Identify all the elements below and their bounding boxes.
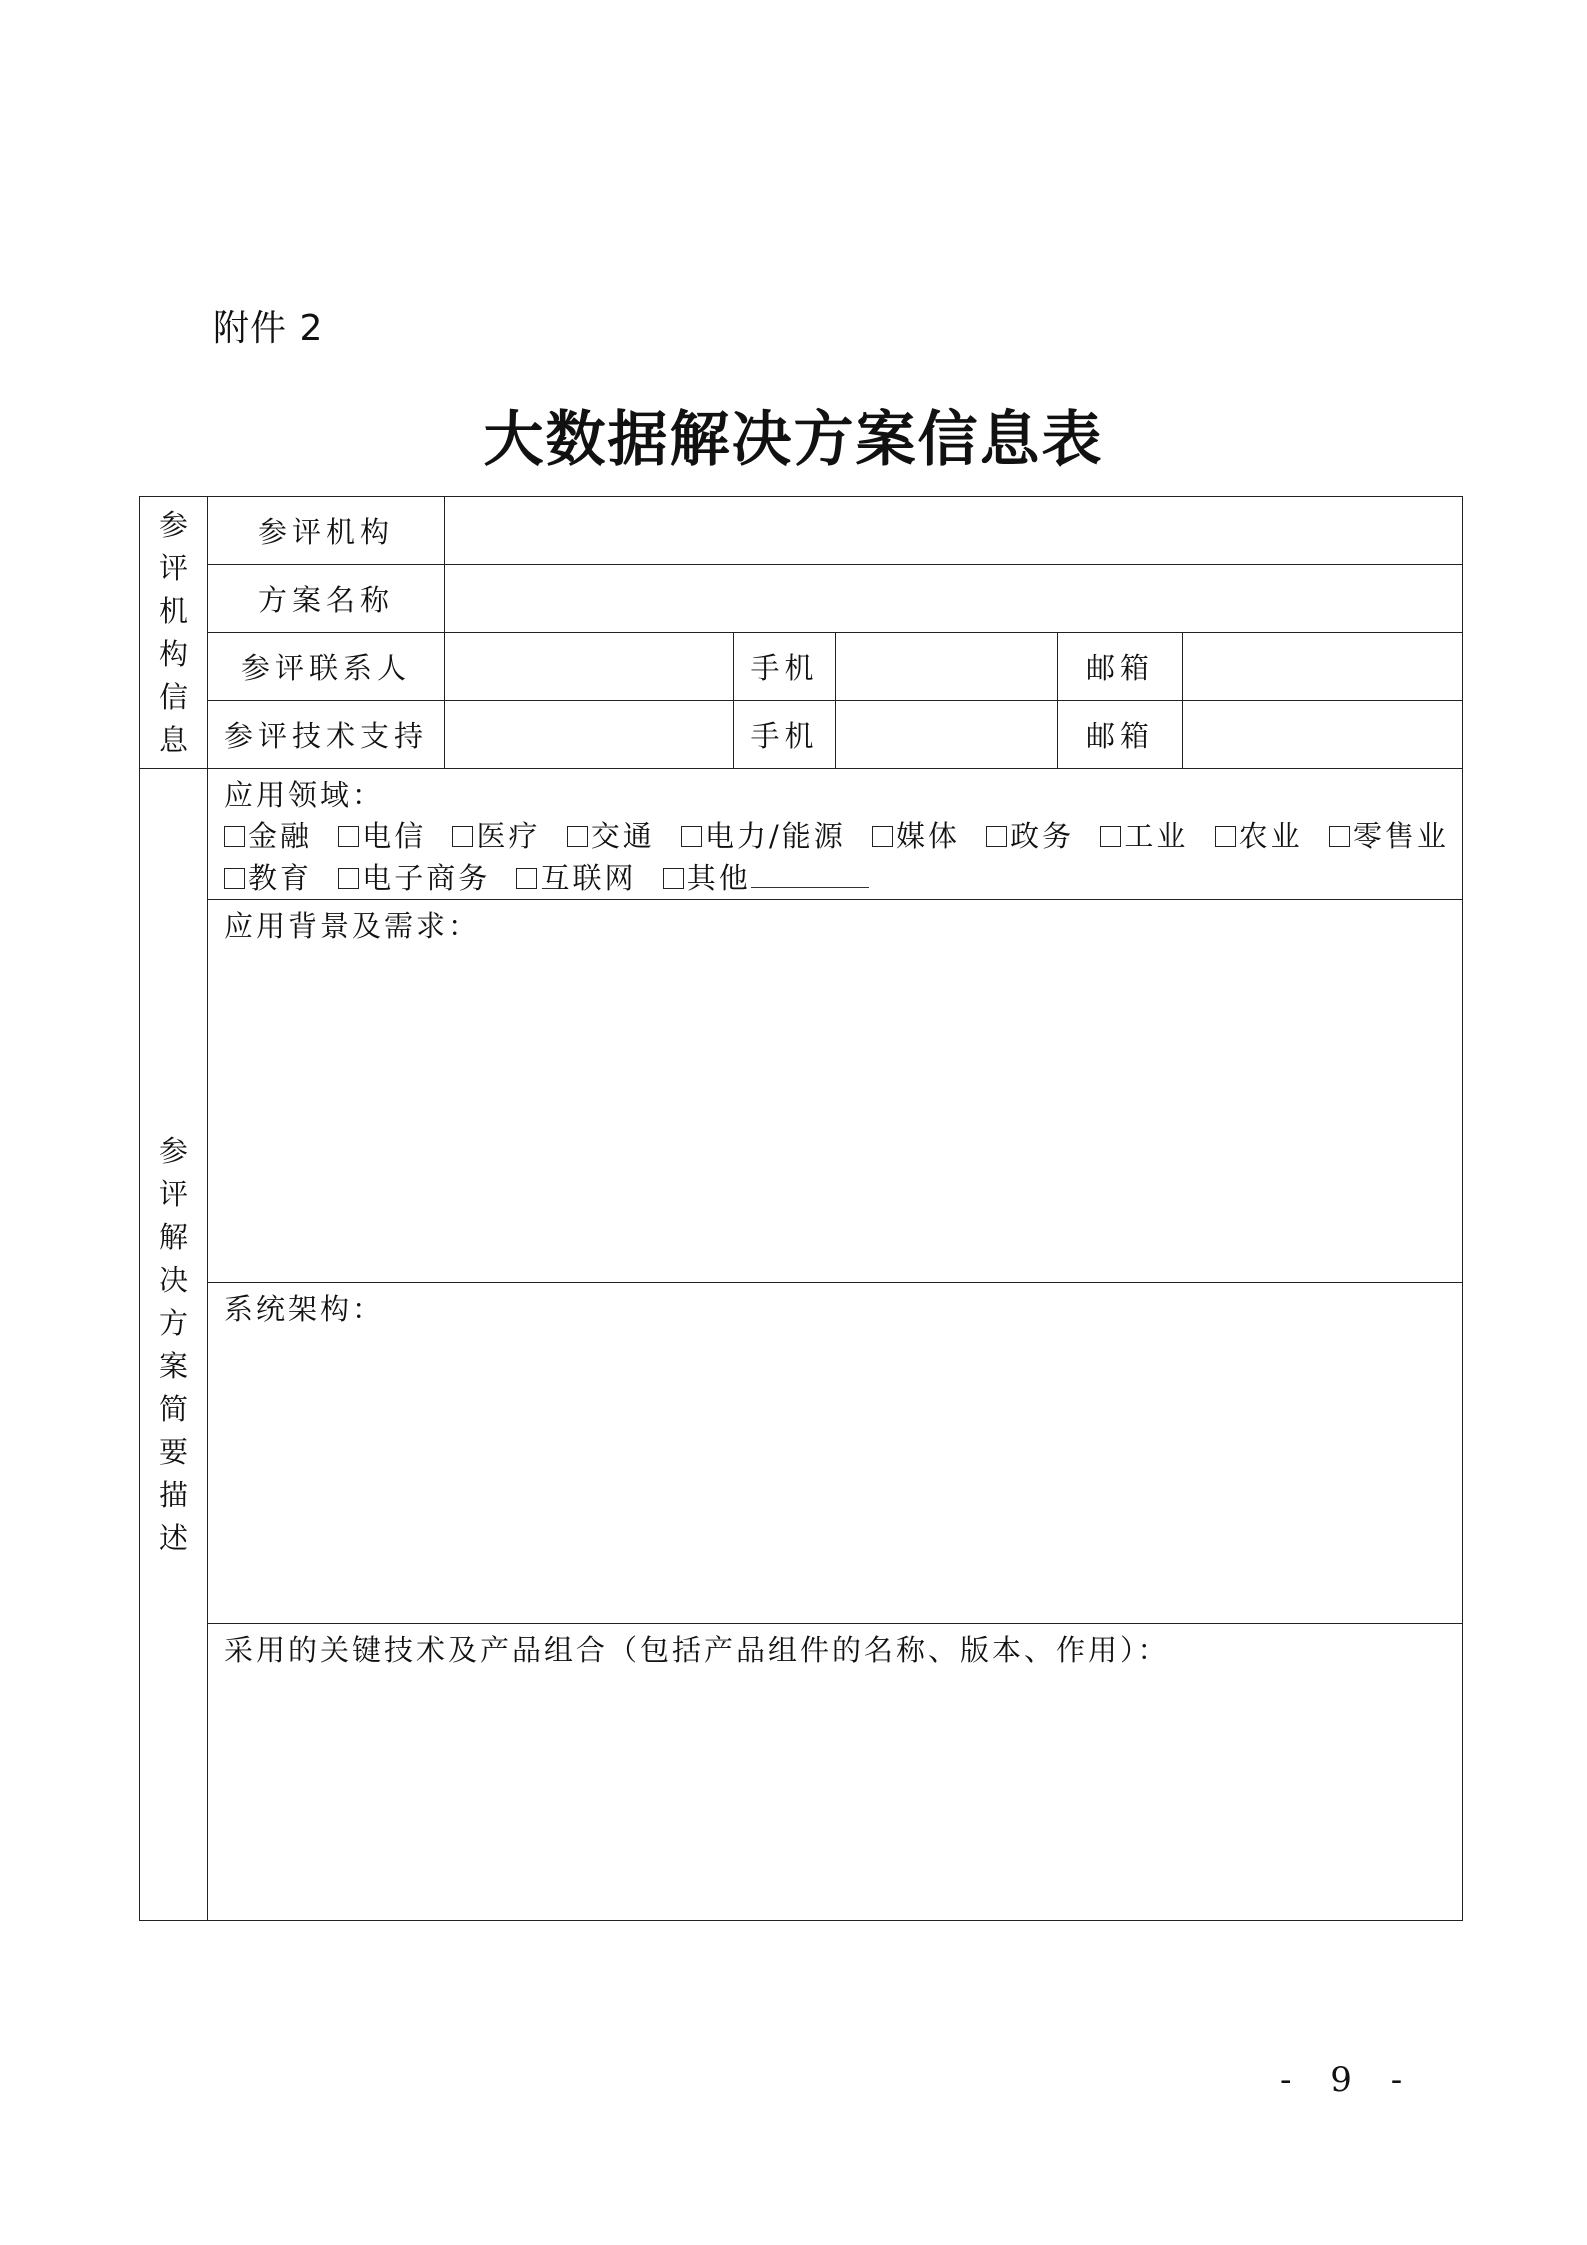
contact-email-input[interactable]	[1183, 633, 1463, 701]
domain-option-telecom[interactable]: 电信	[338, 819, 426, 853]
tech-support-email-label: 邮箱	[1058, 701, 1183, 769]
contact-phone-input[interactable]	[836, 633, 1058, 701]
background-needs-cell[interactable]	[208, 900, 1463, 1283]
checkbox-icon	[338, 826, 359, 847]
contact-email-label: 邮箱	[1058, 633, 1183, 701]
tech-support-email-input[interactable]	[1183, 701, 1463, 769]
domain-option-transport[interactable]: 交通	[567, 819, 655, 853]
form-title: 大数据解决方案信息表	[483, 405, 1104, 475]
domain-option-ecommerce[interactable]: 电子商务	[338, 861, 490, 895]
background-needs-label: 应用背景及需求：	[224, 909, 481, 943]
domain-option-agriculture[interactable]: 农业	[1215, 819, 1303, 853]
domain-option-finance[interactable]: 金融	[224, 819, 312, 853]
checkbox-icon	[681, 826, 702, 847]
checkbox-icon	[516, 868, 537, 889]
checkbox-icon	[224, 826, 245, 847]
domain-option-media[interactable]: 媒体	[872, 819, 960, 853]
org-input[interactable]	[445, 497, 1463, 565]
org-info-side-label: 参 评 机 构 信 息	[140, 497, 208, 769]
org-label: 参评机构	[208, 497, 445, 565]
contact-phone-label: 手机	[734, 633, 836, 701]
system-architecture-label: 系统架构：	[224, 1292, 385, 1326]
tech-support-label: 参评技术支持	[208, 701, 445, 769]
checkbox-icon	[663, 868, 684, 889]
solution-name-label: 方案名称	[208, 565, 445, 633]
domain-option-medical[interactable]: 医疗	[452, 819, 540, 853]
info-form-table	[139, 496, 1463, 1921]
domain-options-row-2	[224, 857, 1462, 899]
solution-desc-side-label: 参 评 解 决 方 案 简 要 描 述	[140, 769, 208, 1921]
contact-input[interactable]	[445, 633, 734, 701]
domain-option-government[interactable]: 政务	[986, 819, 1074, 853]
checkbox-icon	[986, 826, 1007, 847]
domain-option-internet[interactable]: 互联网	[516, 861, 636, 895]
domain-option-retail[interactable]: 零售业	[1329, 819, 1449, 853]
checkbox-icon	[452, 826, 473, 847]
checkbox-icon	[872, 826, 893, 847]
checkbox-icon	[1215, 826, 1236, 847]
solution-name-input[interactable]	[445, 565, 1463, 633]
tech-support-phone-label: 手机	[734, 701, 836, 769]
domain-options-row-1	[224, 815, 1462, 857]
domain-option-energy[interactable]: 电力/能源	[681, 819, 846, 853]
application-domain-cell	[208, 769, 1463, 900]
checkbox-icon	[1329, 826, 1350, 847]
tech-support-phone-input[interactable]	[836, 701, 1058, 769]
application-domain-label: 应用领域：	[224, 778, 385, 812]
domain-option-industry[interactable]: 工业	[1100, 819, 1188, 853]
key-tech-cell[interactable]	[208, 1624, 1463, 1921]
other-blank-line[interactable]	[751, 867, 869, 888]
tech-support-input[interactable]	[445, 701, 734, 769]
checkbox-icon	[1100, 826, 1121, 847]
key-tech-label: 采用的关键技术及产品组合（包括产品组件的名称、版本、作用）：	[224, 1633, 1170, 1667]
domain-option-education[interactable]: 教育	[224, 861, 312, 895]
page-number: - 9 -	[1280, 2060, 1417, 2100]
checkbox-icon	[567, 826, 588, 847]
contact-label: 参评联系人	[208, 633, 445, 701]
domain-option-other[interactable]: 其他	[663, 861, 869, 895]
checkbox-icon	[338, 868, 359, 889]
checkbox-icon	[224, 868, 245, 889]
attachment-label: 附件 2	[213, 308, 324, 349]
system-architecture-cell[interactable]	[208, 1283, 1463, 1624]
